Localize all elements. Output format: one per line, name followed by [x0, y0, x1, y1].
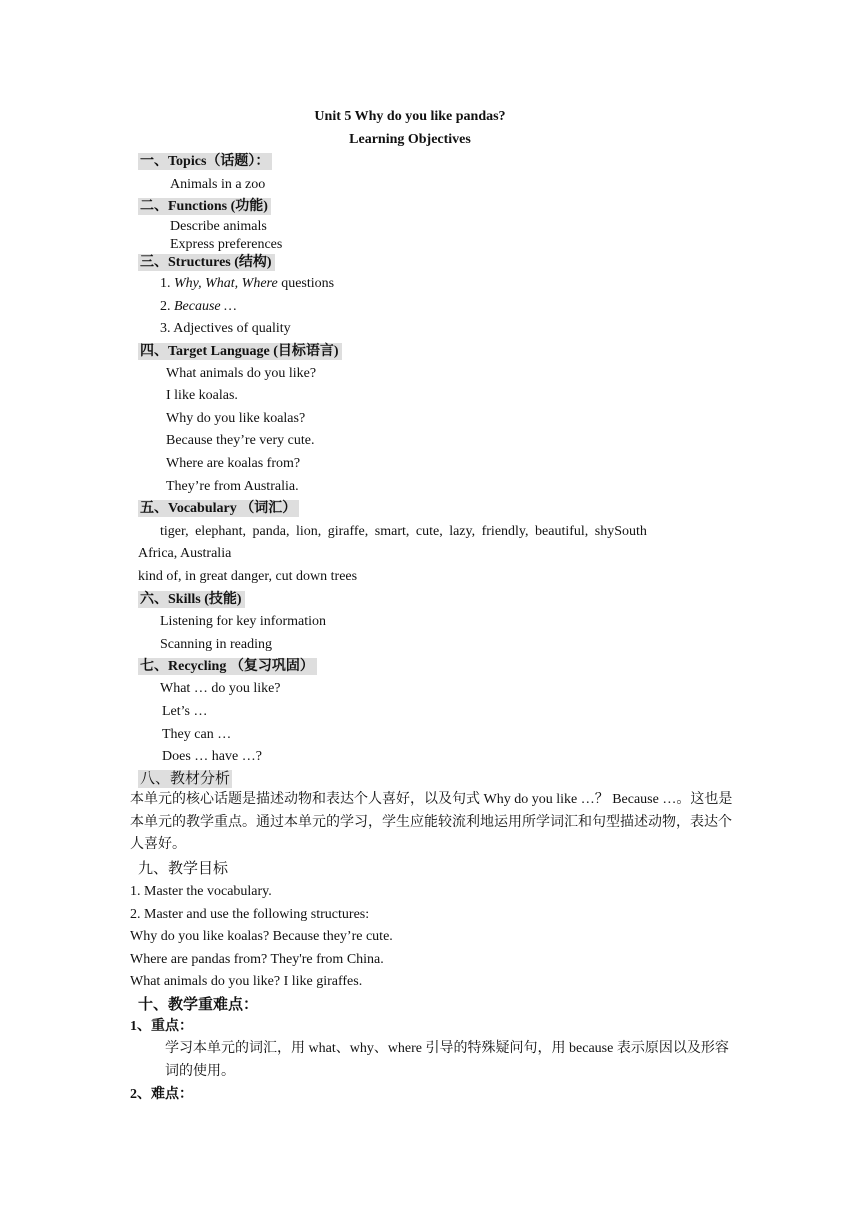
- vocabulary-line: tiger, elephant, panda, lion, giraffe, smart, cute, lazy, friendly, beautiful, shySouth: [160, 524, 647, 539]
- target-language-item: They’re from Australia.: [166, 479, 299, 494]
- document-title: Unit 5 Why do you like pandas?: [314, 109, 506, 124]
- section-heading-recycling: 七、Recycling （复习巩固）: [138, 658, 317, 675]
- section-heading-structures: 三、Structures (结构): [138, 254, 275, 271]
- objectives-item: Where are pandas from? They're from China.: [130, 952, 384, 967]
- section-heading-functions: 二、Functions (功能): [138, 198, 271, 215]
- section-heading-key-points: 十、教学重难点：: [138, 997, 259, 1013]
- structures-item-3: 3. Adjectives of quality: [160, 321, 291, 336]
- target-language-item: Where are koalas from?: [166, 456, 301, 471]
- document-subtitle: Learning Objectives: [349, 132, 471, 147]
- target-language-item: Why do you like koalas?: [166, 411, 306, 426]
- objectives-item: 1. Master the vocabulary.: [130, 884, 272, 899]
- target-language-item: I like koalas.: [166, 388, 238, 403]
- objectives-item: Why do you like koalas? Because they’re cute.: [130, 929, 393, 944]
- key-point-1-text: 学习本单元的词汇，用 what、why、where 引导的特殊疑问句，用 because 表示原因以及形容词的使用。: [165, 1041, 729, 1079]
- structures-item-2: 2. Because …: [160, 299, 237, 314]
- functions-item: Express preferences: [170, 237, 283, 252]
- analysis-paragraph: 本单元的核心话题是描述动物和表达个人喜好，以及句式 Why do you like …？ Because …。这也是本单元的教学重点。通过本单元的学习，学生应能较流利地运用所学词汇和句型描述动物，表达个人喜好。: [130, 792, 733, 852]
- objectives-item: What animals do you like? I like giraffes.: [130, 974, 363, 989]
- key-point-2-label: 2、难点：: [130, 1087, 193, 1102]
- recycling-item: What … do you like?: [160, 681, 281, 696]
- vocabulary-line: kind of, in great danger, cut down trees: [138, 569, 358, 584]
- target-language-item: What animals do you like?: [166, 366, 317, 381]
- recycling-item: They can …: [162, 727, 232, 742]
- section-heading-objectives: 九、教学目标: [138, 861, 229, 877]
- skills-item: Scanning in reading: [160, 637, 272, 652]
- objectives-item: 2. Master and use the following structures:: [130, 907, 370, 922]
- section-heading-vocabulary: 五、Vocabulary （词汇）: [138, 500, 299, 517]
- recycling-item: Let’s …: [162, 704, 208, 719]
- functions-item: Describe animals: [170, 219, 267, 234]
- structures-item-1: 1. Why, What, Where questions: [160, 276, 335, 291]
- recycling-item: Does … have …?: [162, 749, 262, 764]
- skills-item: Listening for key information: [160, 614, 327, 629]
- section-heading-skills: 六、Skills (技能): [138, 591, 245, 608]
- section-heading-analysis: 八、教材分析: [140, 771, 231, 787]
- topics-item: Animals in a zoo: [170, 177, 266, 192]
- target-language-item: Because they’re very cute.: [166, 433, 315, 448]
- section-heading-target-language: 四、Target Language (目标语言): [138, 343, 342, 360]
- vocabulary-line: Africa, Australia: [138, 546, 232, 561]
- section-heading-topics: 一、Topics（话题）：: [138, 153, 272, 170]
- key-point-1-label: 1、重点：: [130, 1019, 193, 1034]
